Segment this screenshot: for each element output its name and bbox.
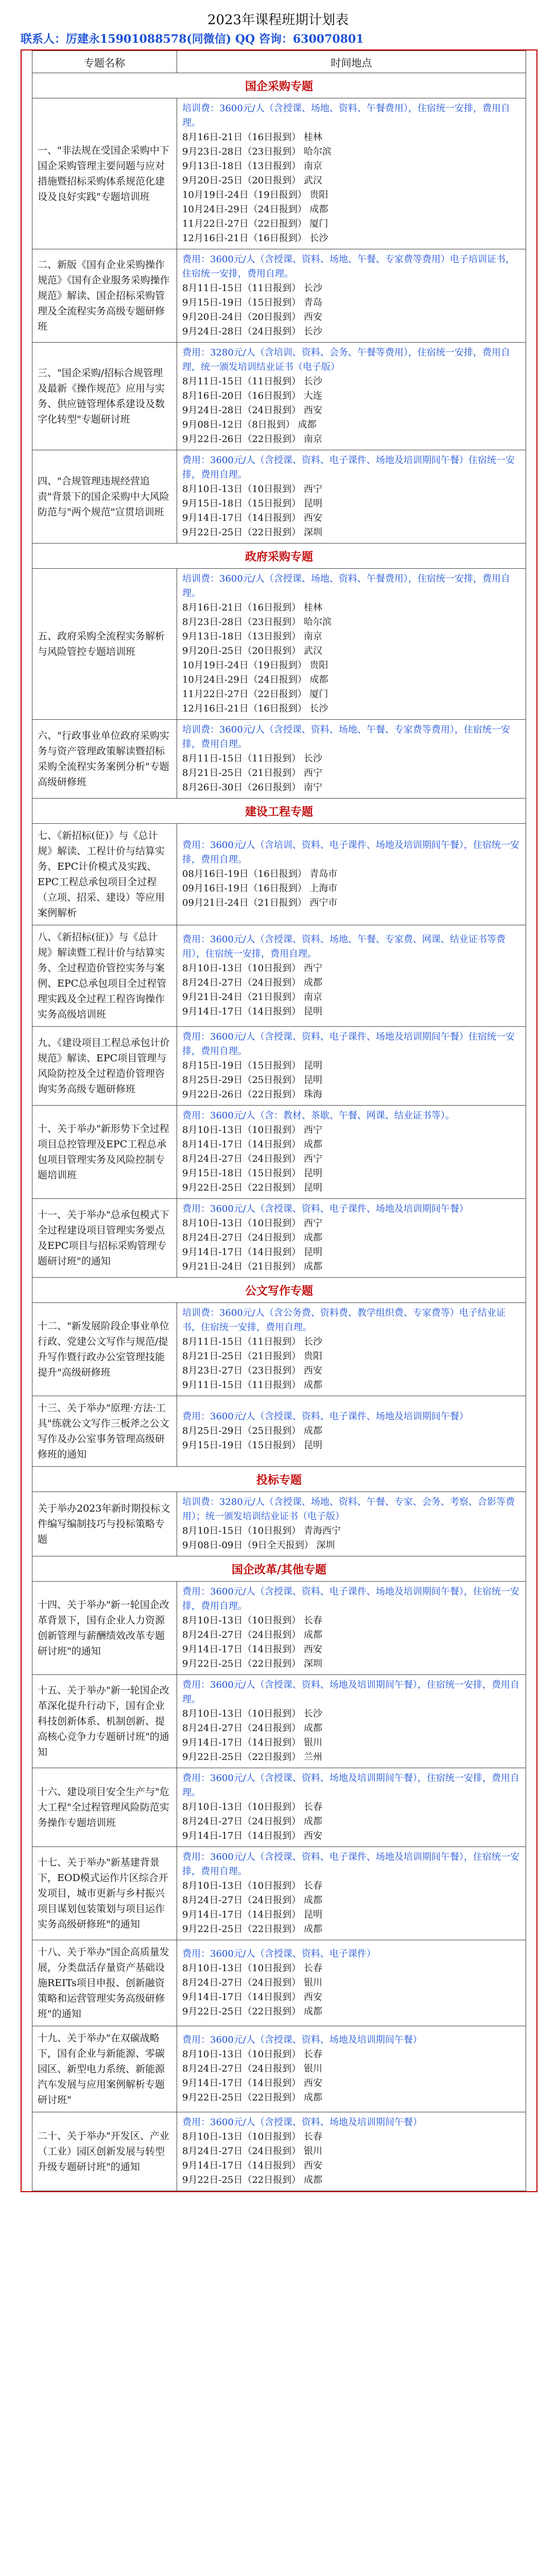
- schedule-line: 9月22日-26日（22日报到） 南京: [182, 434, 322, 445]
- course-fee: 费用：3600元/人（含培训、资料、电子课件、场地及培训期间午餐），住宿统一安排，费用自理。: [182, 840, 519, 865]
- header-course-name: 专题名称: [32, 51, 177, 73]
- category-row: [32, 799, 526, 824]
- schedule-line: 8月21日-25日（21日报到） 贵阳: [182, 1351, 322, 1362]
- schedule-line: 9月22日-25日（22日报到） 成都: [182, 2175, 322, 2185]
- schedule-line: 8月16日-21日（16日报到） 桂林: [182, 132, 322, 143]
- schedule-line: 9月14日-17日（14日报到） 西安: [182, 1831, 322, 1841]
- schedule-line: 9月14日-17日（14日报到） 西安: [182, 1992, 322, 2003]
- schedule-line: 9月14日-17日（14日报到） 西安: [182, 2160, 322, 2171]
- schedule-line: 8月24日-27日（24日报到） 成都: [182, 1895, 322, 1906]
- schedule-line: 8月11日-15日（11日报到） 长沙: [182, 283, 322, 294]
- course-fee: 费用：3600元/人（含授课、资料、电子课件、场地及培训期间午餐）: [182, 1411, 468, 1422]
- course-fee: 费用：3600元/人（含授课、资料、场地、午餐、专家费、网课、结业证书等费用），住宿统一安排，费用自理。: [182, 934, 506, 959]
- schedule-line: 8月10日-13日（10日报到） 西宁: [182, 484, 322, 495]
- course-info: [177, 824, 526, 925]
- course-title: 十二、"新发展阶段企事业单位行政、党建公文写作与规范/提升写作暨行政办公室管理技能提升"高级研修班: [32, 1303, 177, 1396]
- course-row: [32, 1106, 526, 1199]
- course-title: 一、"非法规在受国企采购中下国企采购管理主要问题与应对措施暨招标采购体系规范化建设及良好实践"专题培训班: [32, 98, 177, 249]
- course-row: [32, 450, 526, 544]
- schedule-line: 9月22日-25日（22日报到） 深圳: [182, 527, 322, 538]
- course-row: [32, 2112, 526, 2191]
- course-info: [177, 1303, 526, 1396]
- course-title: 十、关于举办"新形势下全过程项目总控管理及EPC工程总承包项目管理实务及风险控制专题培训班: [32, 1106, 177, 1199]
- course-fee: 费用：3600元/人（含授课、资料、电子课件、场地及培训期间午餐）住宿统一安排，费用自理。: [182, 455, 515, 480]
- course-info: [177, 720, 526, 799]
- course-row: [32, 98, 526, 249]
- course-row: [32, 720, 526, 799]
- course-info: [177, 1492, 526, 1556]
- schedule-line: 09月16日-19日（16日报到） 上海市: [182, 883, 338, 894]
- course-title: 二、新版《国有企业采购操作规范》《国有企业服务采购操作规范》解读、国企招标采购管理及全流程实务高级专题研修班: [32, 249, 177, 343]
- course-info: [177, 1940, 526, 2026]
- course-fee: 培训费：3600元/人（含授课、场地、资料、午餐费用），住宿统一安排，费用自理。: [182, 103, 510, 128]
- schedule-line: 8月10日-13日（10日报到） 长春: [182, 1802, 322, 1812]
- schedule-line: 8月15日-19日（15日报到） 昆明: [182, 1060, 322, 1071]
- course-title: 关于举办2023年新时期投标文件编写编制技巧与投标策略专题: [32, 1492, 177, 1556]
- course-row: [32, 1492, 526, 1556]
- schedule-line: 9月08日-12日（8日报到） 成都: [182, 419, 317, 430]
- schedule-line: 8月10日-13日（10日报到） 长春: [182, 2131, 322, 2142]
- schedule-line: 8月25日-29日（25日报到） 成都: [182, 1426, 322, 1436]
- schedule-line: 10月19日-24日（19日报到） 贵阳: [182, 660, 328, 671]
- schedule-line: 9月14日-17日（14日报到） 西安: [182, 1644, 322, 1655]
- course-row: [32, 1027, 526, 1106]
- course-fee: 费用：3600元/人（含授课、资料、电子课件、场地及培训期间午餐）住宿统一安排，费用自理。: [182, 1031, 515, 1057]
- table-header-row: [32, 51, 526, 73]
- schedule-line: 8月24日-27日（24日报到） 西宁: [182, 1154, 322, 1164]
- schedule-line: 8月16日-21日（16日报到） 桂林: [182, 602, 322, 613]
- schedule-line: 10月24日-29日（24日报到） 成都: [182, 674, 328, 685]
- category-title: 国企改革/其他专题: [32, 1556, 526, 1582]
- schedule-line: 8月24日-27日（24日报到） 银川: [182, 1977, 322, 1988]
- course-title: 四、"合规管理违规经营追责"背景下的国企采购中大风险防范与"两个规范"宣贯培训班: [32, 450, 177, 544]
- schedule-line: 9月13日-18日（13日报到） 南京: [182, 161, 322, 172]
- course-info: [177, 1199, 526, 1278]
- schedule-line: 9月22日-25日（22日报到） 成都: [182, 2092, 322, 2103]
- contact-line: [0, 30, 556, 48]
- schedule-line: 8月10日-13日（10日报到） 长春: [182, 1880, 322, 1891]
- course-fee: 费用：3600元/人（含：教材、茶歇、午餐、网课、结业证书等）。: [182, 1110, 455, 1121]
- schedule-line: 9月15日-19日（15日报到） 昆明: [182, 1440, 322, 1451]
- course-fee: 费用：3600元/人（含授课、资料、电子课件、场地及培训期间午餐），住宿统一安排，费用自理。: [182, 1586, 519, 1612]
- schedule-line: 08月16日-19日（16日报到） 青岛市: [182, 869, 338, 879]
- schedule-line: 9月13日-18日（13日报到） 南京: [182, 631, 322, 642]
- schedule-line: 9月15日-18日（15日报到） 昆明: [182, 498, 322, 509]
- schedule-line: 9月22日-25日（22日报到） 成都: [182, 1924, 322, 1935]
- schedule-line: 11月22日-27日（22日报到） 厦门: [182, 218, 328, 229]
- schedule-line: 9月22日-25日（22日报到） 昆明: [182, 1182, 322, 1193]
- course-title: 八、《新招标(征)》与《总计规》解读暨工程计价与结算实务、全过程造价管控实务与案例、EPC总承包项目全过程管理实践及全过程工程咨询操作实务高级培训班: [32, 925, 177, 1027]
- course-row: [32, 925, 526, 1027]
- course-fee: 费用：3600元/人（含授课、资料、电子课件、场地及培训期间午餐）: [182, 1204, 468, 1214]
- schedule-line: 9月14日-17日（14日报到） 西安: [182, 2078, 322, 2089]
- schedule-line: 10月19日-24日（19日报到） 贵阳: [182, 190, 328, 200]
- course-title: 十四、关于举办"新一轮国企改革背景下，国有企业人力资源创新管理与薪酬绩效改革专题研讨班"的通知: [32, 1582, 177, 1675]
- schedule-line: 9月21日-24日（21日报到） 南京: [182, 992, 322, 1003]
- course-info: [177, 98, 526, 249]
- category-title: 投标专题: [32, 1467, 526, 1492]
- course-fee: 费用：3600元/人（含授课、资料、电子课件、场地及培训期间午餐），住宿统一安排，费用自理。: [182, 1852, 519, 1877]
- course-fee: 费用：3600元/人（含授课、资料、场地、午餐、专家费等费用）电子培训证书，住宿统一安排，费用自理。: [182, 254, 515, 279]
- schedule-line: 9月22日-25日（22日报到） 兰州: [182, 1752, 322, 1762]
- course-fee: 费用：3600元/人（含授课、资料、场地及培训期间午餐）: [182, 2117, 422, 2128]
- course-info: [177, 343, 526, 450]
- course-info: [177, 450, 526, 544]
- course-info: [177, 569, 526, 720]
- schedule-line: 9月14日-17日（14日报到） 昆明: [182, 1909, 322, 1920]
- schedule-line: 8月11日-15日（11日报到） 长沙: [182, 376, 322, 387]
- course-fee: 费用：3600元/人（含授课、资料、电子课件）: [182, 1948, 376, 1959]
- schedule-line: 9月14日-17日（14日报到） 昆明: [182, 1247, 322, 1258]
- course-title: 十五、关于举办"新一轮国企改革深化提升行动下，国有企业科技创新体系、机制创新、提高核心竞争力专题研讨班"的通知: [32, 1675, 177, 1768]
- category-title: 国企采购专题: [32, 73, 526, 98]
- course-fee: 培训费：3600元/人（含授课、资料、场地、午餐、专家费等费用），住宿统一安排，费用自理。: [182, 724, 510, 750]
- schedule-line: 9月22日-25日（22日报到） 深圳: [182, 1658, 322, 1669]
- course-title: 二十、关于举办"开发区、产业（工业）园区创新发展与转型升级专题研讨班"的通知: [32, 2112, 177, 2191]
- schedule-line: 8月24日-27日（24日报到） 成都: [182, 1816, 322, 1827]
- schedule-line: 12月16日-21日（16日报到） 长沙: [182, 233, 328, 244]
- course-fee: 费用：3280元/人（含培训、资料、会务、午餐等费用），住宿统一安排，费用自理，统一颁发培训结业证书（电子版）: [182, 347, 510, 372]
- schedule-line: 8月11日-15日（11日报到） 长沙: [182, 1336, 322, 1347]
- course-info: [177, 2026, 526, 2112]
- schedule-line: 9月14日-17日（14日报到） 银川: [182, 1737, 322, 1748]
- contact-text: 联系人：厉建永15901088578(同微信) QQ 咨询：630070801: [21, 32, 364, 46]
- schedule-line: 8月10日-13日（10日报到） 长沙: [182, 1708, 322, 1719]
- course-row: [32, 1582, 526, 1675]
- schedule-frame: [21, 49, 537, 2192]
- schedule-line: 9月15日-18日（15日报到） 昆明: [182, 1168, 322, 1179]
- schedule-line: 8月10日-13日（10日报到） 西宁: [182, 1125, 322, 1136]
- course-row: [32, 1768, 526, 1847]
- course-title: 五、政府采购全流程实务解析与风险管控专题培训班: [32, 569, 177, 720]
- course-row: [32, 1396, 526, 1467]
- schedule-line: 8月10日-13日（10日报到） 长春: [182, 1615, 322, 1626]
- category-row: [32, 1278, 526, 1303]
- schedule-line: 8月24日-27日（24日报到） 银川: [182, 2063, 322, 2074]
- course-row: [32, 1199, 526, 1278]
- category-title: 公文写作专题: [32, 1278, 526, 1303]
- schedule-line: 8月10日-13日（10日报到） 西宁: [182, 963, 322, 974]
- course-row: [32, 1847, 526, 1940]
- course-info: [177, 925, 526, 1027]
- course-title: 九、《建设项目工程总承包计价规范》解读、EPC项目管理与风险防控及全过程造价管理咨询实务高级专题研修班: [32, 1027, 177, 1106]
- course-info: [177, 249, 526, 343]
- course-title: 三、"国企采购/招标合规管理及最新《操作规范》应用与实务、供应链管理体系建设及数字化转型"专题研讨班: [32, 343, 177, 450]
- schedule-line: 8月23日-28日（23日报到） 哈尔滨: [182, 617, 332, 628]
- category-row: [32, 1467, 526, 1492]
- course-title: 十九、关于举办"在双碳战略下，国有企业与新能源、零碳园区、新型电力系统、新能源汽车发展与应用案例解析专题研讨班": [32, 2026, 177, 2112]
- course-title: 七、《新招标(征)》与《总计规》解读、工程计价与结算实务、EPC计价模式及实践、EPC工程总承包项目全过程（立项、招采、建设）等应用案例解析: [32, 824, 177, 925]
- schedule-line: 9月14日-17日（14日报到） 西安: [182, 513, 322, 523]
- schedule-line: 11月22日-27日（22日报到） 厦门: [182, 689, 328, 700]
- course-fee: 费用：3600元/人（含授课、资料、场地及培训期间午餐）: [182, 2035, 422, 2045]
- course-fee: 费用：3600元/人（含授课、资料、场地及培训期间午餐），住宿统一安排，费用自理。: [182, 1773, 519, 1798]
- header-time-place: 时间地点: [177, 51, 526, 73]
- schedule-line: 9月22日-26日（22日报到） 珠海: [182, 1089, 322, 1100]
- category-row: [32, 544, 526, 569]
- course-row: [32, 1940, 526, 2026]
- schedule-line: 8月25日-29日（25日报到） 昆明: [182, 1075, 322, 1086]
- schedule-line: 09月21日-24日（21日报到） 西宁市: [182, 897, 338, 908]
- course-title: 六、"行政事业单位政府采购实务与资产管理政策解读暨招标采购全流程实务案例分析"专题高级研修班: [32, 720, 177, 799]
- schedule-line: 8月24日-27日（24日报到） 银川: [182, 2146, 322, 2157]
- schedule-line: 8月23日-27日（23日报到） 西安: [182, 1365, 322, 1376]
- schedule-line: 9月20日-25日（20日报到） 武汉: [182, 646, 322, 656]
- course-info: [177, 1027, 526, 1106]
- course-fee: 费用：3600元/人（含授课、资料、场地及培训期间午餐），住宿统一安排，费用自理。: [182, 1680, 519, 1705]
- schedule-line: 9月15日-19日（15日报到） 青岛: [182, 297, 322, 308]
- schedule-line: 8月21日-25日（21日报到） 西宁: [182, 768, 322, 778]
- course-title: 十一、关于举办"总承包模式下全过程建设项目管理实务要点及EPC项目与招标采购管理专题研讨班"的通知: [32, 1199, 177, 1278]
- course-info: [177, 1106, 526, 1199]
- schedule-line: 9月24日-28日（24日报到） 西安: [182, 405, 322, 416]
- course-fee: 培训费：3600元/人（含公务费、资料费、教学组织费、专家费等）电子结业证书，住宿统一安排，费用自理。: [182, 1308, 506, 1333]
- course-fee: 培训费：3600元/人（含授课、场地、资料、午餐费用），住宿统一安排，费用自理。: [182, 573, 510, 599]
- schedule-line: 8月10日-13日（10日报到） 长春: [182, 2049, 322, 2060]
- course-row: [32, 343, 526, 450]
- course-info: [177, 1675, 526, 1768]
- schedule-line: 9月24日-28日（24日报到） 长沙: [182, 326, 322, 337]
- course-info: [177, 1768, 526, 1847]
- category-row: [32, 1556, 526, 1582]
- page-title: 2023年课程班期计划表: [207, 12, 349, 28]
- course-info: [177, 2112, 526, 2191]
- course-title: 十六、建设项目安全生产与"危大工程"全过程管理风险防范实务操作专题培训班: [32, 1768, 177, 1847]
- schedule-line: 9月23日-28日（23日报到） 哈尔滨: [182, 146, 332, 157]
- schedule-line: 9月22日-25日（22日报到） 成都: [182, 2006, 322, 2017]
- schedule-line: 8月10日-15日（10日报到） 青海西宁: [182, 1526, 341, 1536]
- schedule-line: 9月21日-24日（21日报到） 成都: [182, 1261, 322, 1272]
- course-title: 十七、关于举办"新基建背景下，EOD模式运作片区综合开发项目，城市更新与乡村振兴项目谋划包装策划与项目运作实务高级研修班"的通知: [32, 1847, 177, 1940]
- schedule-line: 8月24日-27日（24日报到） 成都: [182, 1232, 322, 1243]
- course-info: [177, 1582, 526, 1675]
- course-info: [177, 1847, 526, 1940]
- schedule-line: 10月24日-29日（24日报到） 成都: [182, 204, 328, 215]
- schedule-line: 8月14日-17日（14日报到） 成都: [182, 1139, 322, 1150]
- schedule-line: 12月16日-21日（16日报到） 长沙: [182, 703, 328, 714]
- course-fee: 培训费：3280元/人（含授课、场地、资料、午餐、专家、会务、考察、合影等费用）；统一颁发培训结业证书（电子版）: [182, 1497, 515, 1522]
- course-row: [32, 569, 526, 720]
- course-row: [32, 824, 526, 925]
- category-row: [32, 73, 526, 98]
- schedule-table: [32, 50, 526, 2191]
- course-row: [32, 2026, 526, 2112]
- schedule-line: 9月08日-09日（9日全天报到） 深圳: [182, 1540, 335, 1551]
- category-title: 政府采购专题: [32, 544, 526, 569]
- course-row: [32, 1675, 526, 1768]
- schedule-line: 8月10日-13日（10日报到） 长春: [182, 1963, 322, 1974]
- schedule-line: 8月11日-15日（11日报到） 长沙: [182, 753, 322, 764]
- schedule-line: 8月26日-30日（26日报到） 南宁: [182, 782, 322, 793]
- course-row: [32, 249, 526, 343]
- schedule-line: 8月24日-27日（24日报到） 成都: [182, 977, 322, 988]
- schedule-line: 8月16日-20日（16日报到） 大连: [182, 391, 322, 401]
- course-title: 十三、关于举办"原理·方法·工具"练就公文写作三板斧之公文写作及办公室事务管理高级研修班的通知: [32, 1396, 177, 1467]
- course-row: [32, 1303, 526, 1396]
- schedule-line: 9月14日-17日（14日报到） 昆明: [182, 1006, 322, 1017]
- course-info: [177, 1396, 526, 1467]
- course-title: 十八、关于举办"国企高质量发展，分类盘活存量资产基础设施REITs项目申报、创新融资策略和运营管理实务高级研修班"的通知: [32, 1940, 177, 2026]
- schedule-line: 9月20日-24日（20日报到） 西安: [182, 312, 322, 323]
- schedule-line: 8月24日-27日（24日报到） 成都: [182, 1630, 322, 1640]
- schedule-line: 9月20日-25日（20日报到） 武汉: [182, 175, 322, 186]
- schedule-line: 8月10日-13日（10日报到） 西宁: [182, 1218, 322, 1229]
- schedule-line: 8月24日-27日（24日报到） 成都: [182, 1723, 322, 1734]
- category-title: 建设工程专题: [32, 799, 526, 824]
- schedule-line: 9月11日-15日（11日报到） 成都: [182, 1380, 322, 1391]
